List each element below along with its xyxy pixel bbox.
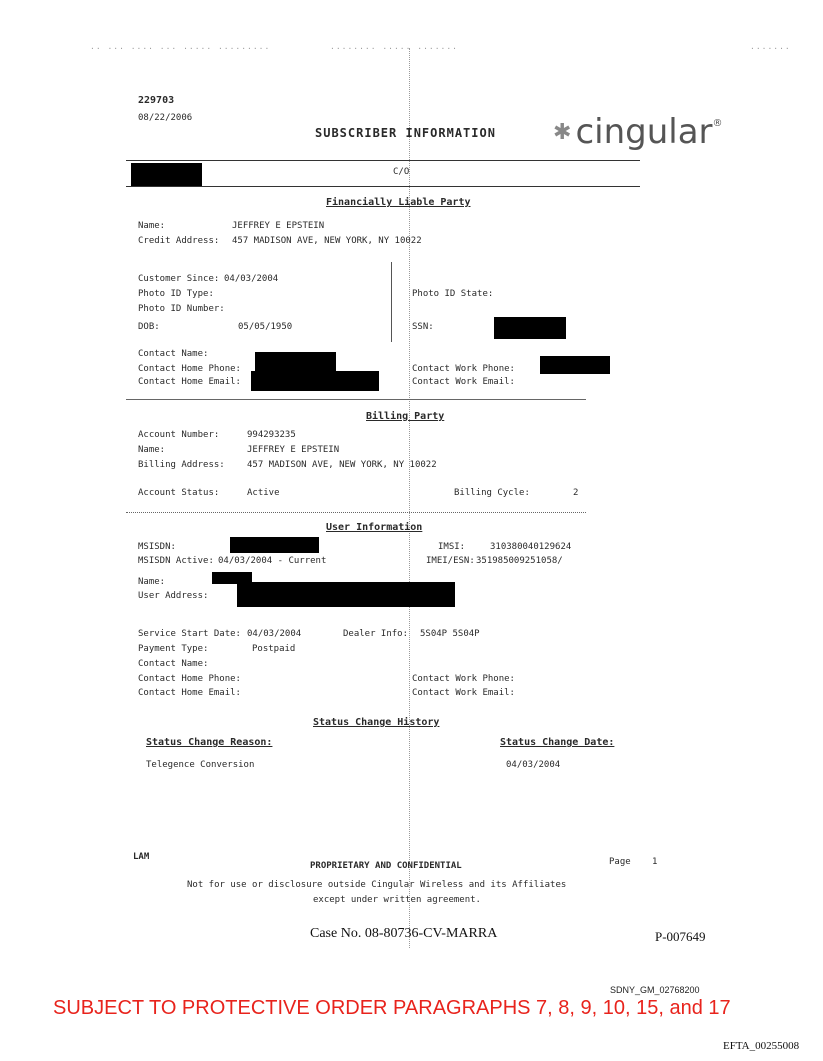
bates-id: SDNY_GM_02768200 — [610, 985, 700, 995]
ui-payment-type-label: Payment Type: — [138, 644, 209, 654]
status-date-cell: 04/03/2004 — [506, 760, 561, 770]
fl-column-divider — [391, 262, 392, 342]
bp-billing-cycle-value: 2 — [573, 488, 579, 498]
report-date: 08/22/2006 — [138, 113, 193, 123]
status-history-col-date: Status Change Date: — [500, 737, 615, 748]
fl-credit-address-value: 457 MADISON AVE, NEW YORK, NY 10022 — [232, 236, 422, 246]
ui-user-address-label: User Address: — [138, 591, 209, 601]
redaction-block — [251, 371, 379, 391]
ui-payment-type-value: Postpaid — [252, 644, 296, 654]
fl-photo-id-type-label: Photo ID Type: — [138, 289, 214, 299]
care-of-label: C/O — [393, 167, 410, 177]
ui-contact-home-phone-label: Contact Home Phone: — [138, 674, 241, 684]
protective-order-stamp: SUBJECT TO PROTECTIVE ORDER PARAGRAPHS 7, 8, 9, 10, 15, and 17 — [53, 997, 731, 1019]
ui-contact-name-label: Contact Name: — [138, 659, 209, 669]
fl-contact-home-phone-label: Contact Home Phone: — [138, 364, 241, 374]
fl-customer-since-value: 04/03/2004 — [224, 274, 279, 284]
redaction-block — [237, 582, 455, 607]
disclosure-line-1: Not for use or disclosure outside Cingular Wireless and its Affiliates — [187, 880, 567, 890]
ui-contact-work-email-label: Contact Work Email: — [412, 688, 515, 698]
header-rule-top — [126, 160, 640, 161]
bp-name-value: JEFFREY E EPSTEIN — [247, 445, 340, 455]
bp-account-number-label: Account Number: — [138, 430, 220, 440]
ui-msisdn-active-value: 04/03/2004 - Current — [218, 556, 327, 566]
bp-account-number-value: 994293235 — [247, 430, 296, 440]
redaction-block — [131, 163, 202, 186]
fl-contact-work-email-label: Contact Work Email: — [412, 377, 515, 387]
status-reason-cell: Telegence Conversion — [146, 760, 255, 770]
billing-party-heading: Billing Party — [366, 411, 445, 422]
bp-billing-address-label: Billing Address: — [138, 460, 225, 470]
scan-artifact-top-left: ·· ··· ···· ··· ····· ········· — [90, 44, 271, 53]
fl-photo-id-state-label: Photo ID State: — [412, 289, 494, 299]
section-divider — [126, 512, 586, 513]
fl-contact-name-label: Contact Name: — [138, 349, 209, 359]
fl-name-label: Name: — [138, 221, 166, 231]
page-label: Page — [609, 857, 631, 867]
ui-contact-home-email-label: Contact Home Email: — [138, 688, 241, 698]
user-info-heading: User Information — [326, 522, 423, 533]
ui-dealer-info-label: Dealer Info: — [343, 629, 409, 639]
page-title: SUBSCRIBER INFORMATION — [315, 126, 496, 140]
confidential-notice: PROPRIETARY AND CONFIDENTIAL — [310, 861, 462, 871]
cingular-jack-icon: ✱ — [553, 120, 572, 145]
status-history-col-reason: Status Change Reason: — [146, 737, 273, 748]
efta-id: EFTA_00255008 — [723, 1040, 800, 1052]
ui-imei-value: 351985009251058/ — [476, 556, 563, 566]
ui-imsi-label: IMSI: — [438, 542, 466, 552]
record-id: 229703 — [138, 95, 175, 106]
redaction-block — [540, 356, 610, 374]
redaction-block — [230, 537, 319, 553]
ui-service-start-value: 04/03/2004 — [247, 629, 302, 639]
ui-service-start-label: Service Start Date: — [138, 629, 241, 639]
ui-dealer-info-value: 5S04P 5S04P — [420, 629, 480, 639]
fl-photo-id-number-label: Photo ID Number: — [138, 304, 225, 314]
fl-name-value: JEFFREY E EPSTEIN — [232, 221, 325, 231]
bp-name-label: Name: — [138, 445, 166, 455]
status-history-heading: Status Change History — [313, 717, 440, 728]
ui-imsi-value: 310380040129624 — [490, 542, 572, 552]
scan-artifact-top-center: ········ ····· ······· — [330, 44, 458, 53]
bp-account-status-label: Account Status: — [138, 488, 220, 498]
ui-msisdn-label: MSISDN: — [138, 542, 176, 552]
fl-dob-value: 05/05/1950 — [238, 322, 293, 332]
fl-ssn-label: SSN: — [412, 322, 434, 332]
redaction-block — [255, 352, 336, 372]
fl-dob-label: DOB: — [138, 322, 160, 332]
section-divider — [126, 399, 586, 400]
cingular-logo — [553, 112, 723, 152]
registered-mark: ® — [712, 118, 723, 129]
exhibit-id: P-007649 — [655, 929, 706, 944]
financially-liable-heading: Financially Liable Party — [326, 197, 471, 208]
ui-contact-work-phone-label: Contact Work Phone: — [412, 674, 515, 684]
page-number: 1 — [652, 857, 658, 867]
fl-contact-work-phone-label: Contact Work Phone: — [412, 364, 515, 374]
fl-credit-address-label: Credit Address: — [138, 236, 220, 246]
redaction-block — [494, 317, 566, 339]
fl-customer-since-label: Customer Since: — [138, 274, 220, 284]
ui-msisdn-active-label: MSISDN Active: — [138, 556, 214, 566]
ui-imei-label: IMEI/ESN: — [426, 556, 475, 566]
operator-initials: LAM — [133, 852, 150, 862]
bp-account-status-value: Active — [247, 488, 280, 498]
cingular-logo-text: cingular — [575, 112, 713, 152]
scan-artifact-top-right: ······· — [750, 44, 791, 53]
case-number: Case No. 08-80736-CV-MARRA — [310, 926, 498, 941]
page-fold-line — [409, 48, 410, 948]
header-rule-bottom — [126, 186, 640, 187]
bp-billing-address-value: 457 MADISON AVE, NEW YORK, NY 10022 — [247, 460, 437, 470]
bp-billing-cycle-label: Billing Cycle: — [454, 488, 530, 498]
ui-name-label: Name: — [138, 577, 166, 587]
disclosure-line-2: except under written agreement. — [313, 895, 481, 905]
fl-contact-home-email-label: Contact Home Email: — [138, 377, 241, 387]
